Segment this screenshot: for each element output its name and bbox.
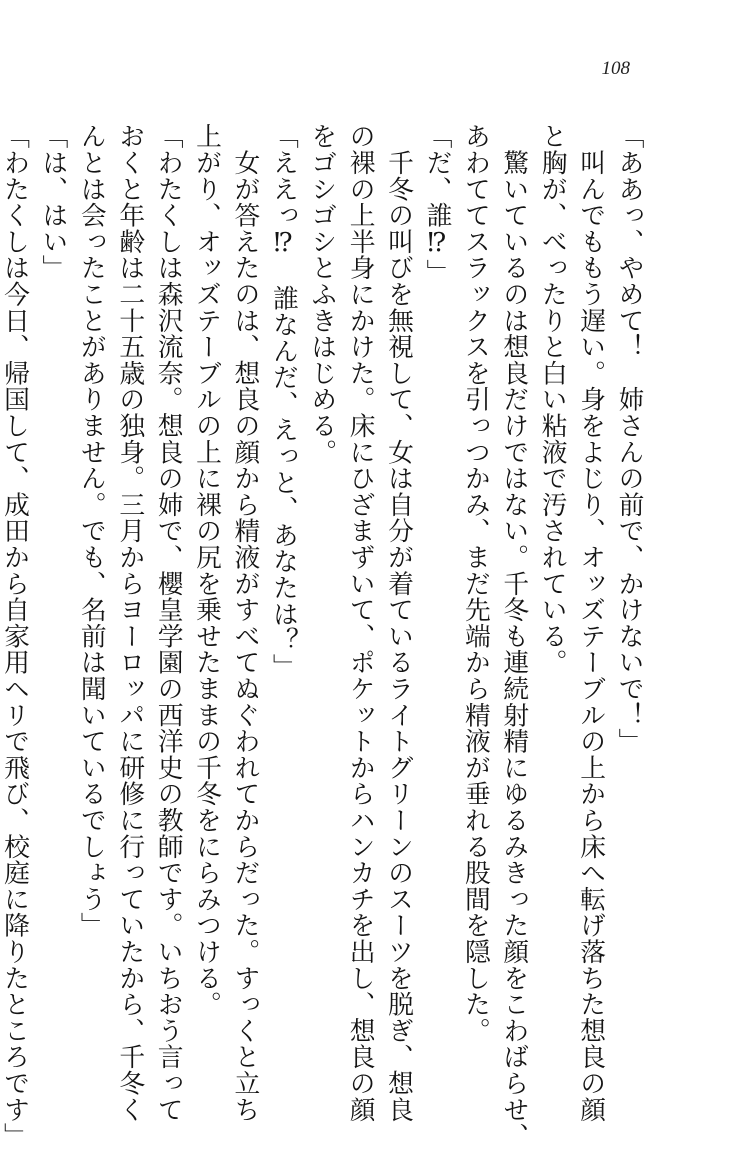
text-line-11: 女が答えたのは、想良の顔から精液がすべてぬぐわれてからだった。すっくと立ち (229, 123, 260, 1123)
text-line-14: おくと年齢は二十五歳の独身。三月からヨーロッパに研修に行っていたから、千冬く (114, 123, 145, 1123)
text-line-13: 「わたくしは森沢流奈。想良の姉で、櫻皇学園の西洋史の教師です。いちおう言って (153, 123, 184, 1123)
text-line-10: 「ええっ⁉ 誰なんだ、えっと、あなたは？」 (268, 123, 299, 680)
text-line-3: と胸が、べったりと白い粘液で汚されている。 (537, 123, 568, 676)
text-line-16: 「は、はい」 (37, 123, 68, 281)
text-line-6: 「だ、誰⁉」 (421, 123, 452, 285)
text-line-9: をゴシゴシとふきはじめる。 (306, 123, 337, 465)
text-line-12: 上がり、オッズテーブルの上に裸の尻を乗せたままの千冬をにらみつける。 (191, 123, 222, 1018)
text-line-4: 驚いているのは想良だけではない。千冬も連続射精にゆるみきった顔をこわばらせ、 (498, 123, 529, 1149)
text-line-15: んとは会ったことがありません。でも、名前は聞いているでしょう」 (76, 123, 107, 939)
vertical-body-text (0, 123, 648, 1149)
page-number: 108 (601, 58, 630, 79)
text-line-5: あわててスラックスを引っつかみ、まだ先端から精液が垂れる股間を隠した。 (460, 123, 491, 1044)
text-line-7: 千冬の叫びを無視して、女は自分が着ているライトグリーンのスーツを脱ぎ、想良 (383, 123, 414, 1123)
text-line-2: 叫んでももう遅い。身をよじり、オッズテーブルの上から床へ転げ落ちた想良の顔 (575, 123, 606, 1123)
text-line-1: 「ああっ、やめて！ 姉さんの前で、かけないで！」 (614, 123, 644, 755)
text-line-8: の裸の上半身にかけた。床にひざまずいて、ポケットからハンカチを出し、想良の顔 (345, 123, 376, 1123)
text-line-17: 「わたくしは今日、帰国して、成田から自家用ヘリで飛び、校庭に降りたところです」 (0, 123, 30, 1149)
